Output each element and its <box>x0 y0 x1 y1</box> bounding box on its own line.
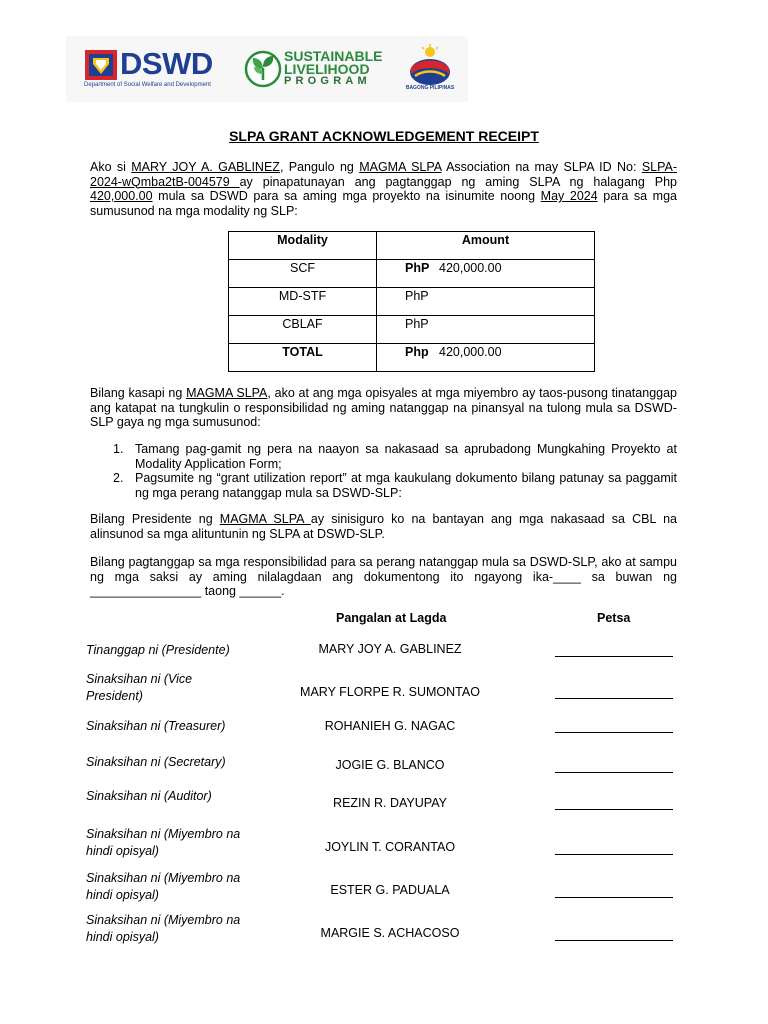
signatory-name: JOYLIN T. CORANTAO <box>324 840 456 854</box>
list-number: 1. <box>113 442 124 456</box>
amount-cell <box>377 288 595 316</box>
submission-date: May 2024 <box>540 189 598 203</box>
modality-table <box>228 231 595 372</box>
list-item <box>113 442 677 471</box>
date-column-header: Petsa <box>597 611 631 625</box>
association-name: MAGMA SLPA <box>186 386 268 400</box>
total-amount-value: 420,000.00 <box>439 345 502 359</box>
date-signature-line <box>555 656 673 657</box>
signatory-name: ROHANIEH G. NAGAC <box>324 719 456 733</box>
association-name: MAGMA SLPA <box>359 160 442 174</box>
intro-text: ay pinapatunayan ang pagtanggap ng aming SLPA ng halagang Php <box>239 174 677 189</box>
date-signature-line <box>555 809 673 810</box>
signatory-name: ESTER G. PADUALA <box>330 883 450 897</box>
signatory-name: MARGIE S. ACHACOSO <box>320 926 460 940</box>
modality-cell: MD-STF <box>229 288 377 316</box>
intro-text: para sa mga sumusunod na mga modality ng SLP: <box>90 189 677 218</box>
president-name: MARY JOY A. GABLINEZ <box>131 160 280 174</box>
slp-wordmark <box>284 50 383 88</box>
total-label: TOTAL <box>229 344 377 372</box>
list-number: 2. <box>113 471 124 485</box>
closing-paragraph: Bilang pagtanggap sa mga responsibilidad para sa perang natanggap mula sa DSWD-SLP, ako at sampu ng mga saksi ay aming nilalagdaan ang dokumentong ito ngayong ika-____ sa buwan ng ________________ taong ______. <box>90 555 677 598</box>
signatory-role: Sinaksihan ni (Vice President) <box>86 672 193 703</box>
signatory-role: Sinaksihan ni (Miyembro na hindi opisyal) <box>86 827 241 858</box>
amount-cell <box>377 316 595 344</box>
intro-text: Ako si <box>90 160 132 174</box>
modality-cell: CBLAF <box>229 316 377 344</box>
signatory-name: MARY FLORPE R. SUMONTAO <box>300 685 480 699</box>
president-text: ay sinisiguro ko na bantayan ang mga nakasaad sa CBL na alinsunod sa mga alituntunin ng SLPA at DSWD-SLP. <box>90 512 677 541</box>
slp-line-2: LIVELIHOOD <box>284 60 370 77</box>
document-title: SLPA GRANT ACKNOWLEDGEMENT RECEIPT <box>229 128 539 144</box>
signatory-name: MARY JOY A. GABLINEZ <box>318 642 462 656</box>
currency-label: Php <box>405 345 429 359</box>
intro-text: mula sa DSWD para sa aming mga proyekto na isinumite noong <box>152 189 541 203</box>
amount-value: 420,000.00 <box>439 261 502 275</box>
slp-logo <box>244 50 390 90</box>
member-text: , ako at ang mga opisyales at mga miyembro ay taos-pusong tinatanggap ang katapat na tungkulin o responsibilidad ng aming natanggap na pinansyal na tulong mula sa DSWD-SLP gaya ng mga sumusunod: <box>90 386 677 429</box>
date-signature-line <box>555 732 673 733</box>
dswd-logo <box>84 48 230 94</box>
slp-leaf-icon <box>244 50 282 88</box>
association-name: MAGMA SLPA <box>219 512 311 526</box>
table-row <box>229 260 595 288</box>
slp-line-1: SUSTAINABLE <box>284 48 383 64</box>
date-signature-line <box>555 854 673 855</box>
signatory-name: REZIN R. DAYUPAY <box>333 796 447 810</box>
date-signature-line <box>555 940 673 941</box>
table-row <box>229 288 595 316</box>
intro-text: , Pangulo ng <box>279 160 360 174</box>
signatory-role: Sinaksihan ni (Secretary) <box>86 755 226 769</box>
currency-label: PhP <box>405 261 430 275</box>
grant-amount: 420,000.00 <box>90 189 153 203</box>
bagong-pilipinas-sun-icon <box>405 44 455 86</box>
duties-list <box>113 442 677 500</box>
list-item <box>113 471 677 500</box>
date-signature-line <box>555 698 673 699</box>
dswd-emblem-icon <box>84 48 118 82</box>
member-text: Bilang kasapi ng <box>90 386 187 400</box>
signatory-role: Tinanggap ni (Presidente) <box>86 643 230 657</box>
dswd-subtitle: Department of Social Welfare and Development <box>84 82 211 88</box>
signatory-role: Sinaksihan ni (Auditor) <box>86 789 212 803</box>
member-paragraph <box>90 386 677 430</box>
intro-text: Association na may SLPA ID No: <box>441 160 642 174</box>
president-text: Bilang Presidente ng <box>90 512 220 526</box>
slp-line-3: PROGRAM <box>284 75 371 87</box>
list-text: Tamang pag-gamit ng pera na naayon sa nakasaad sa aprubadong Mungkahing Proyekto at Modality Application Form; <box>135 442 677 471</box>
signatory-name: JOGIE G. BLANCO <box>335 758 445 772</box>
date-signature-line <box>555 897 673 898</box>
signature-column-header: Pangalan at Lagda <box>336 611 447 625</box>
signatory-role: Sinaksihan ni (Miyembro na hindi opisyal) <box>86 913 241 944</box>
date-signature-line <box>555 772 673 773</box>
president-paragraph <box>90 512 677 541</box>
table-header-row <box>229 232 595 260</box>
modality-cell: SCF <box>229 260 377 288</box>
total-amount-cell <box>377 344 595 372</box>
list-text: Pagsumite ng “grant utilization report” at mga kaukulang dokumento bilang patunay sa paggamit ng mga perang natanggap mula sa DSWD-SLP: <box>135 471 677 500</box>
intro-paragraph <box>90 160 677 218</box>
table-header-amount: Amount <box>377 232 595 260</box>
table-header-modality: Modality <box>229 232 377 260</box>
signatory-role: Sinaksihan ni (Miyembro na hindi opisyal) <box>86 871 241 902</box>
table-total-row <box>229 344 595 372</box>
dswd-wordmark: DSWD <box>120 46 213 81</box>
amount-cell <box>377 260 595 288</box>
slpa-id: SLPA-2024-wQmba2tB-004579 <box>90 160 678 189</box>
table-row <box>229 316 595 344</box>
bagong-pilipinas-caption: BAGONG PILIPINAS <box>405 85 455 91</box>
signatory-role: Sinaksihan ni (Treasurer) <box>86 719 226 733</box>
currency-label: PhP <box>405 317 429 331</box>
currency-label: PhP <box>405 289 429 303</box>
bagong-pilipinas-logo <box>405 44 455 96</box>
